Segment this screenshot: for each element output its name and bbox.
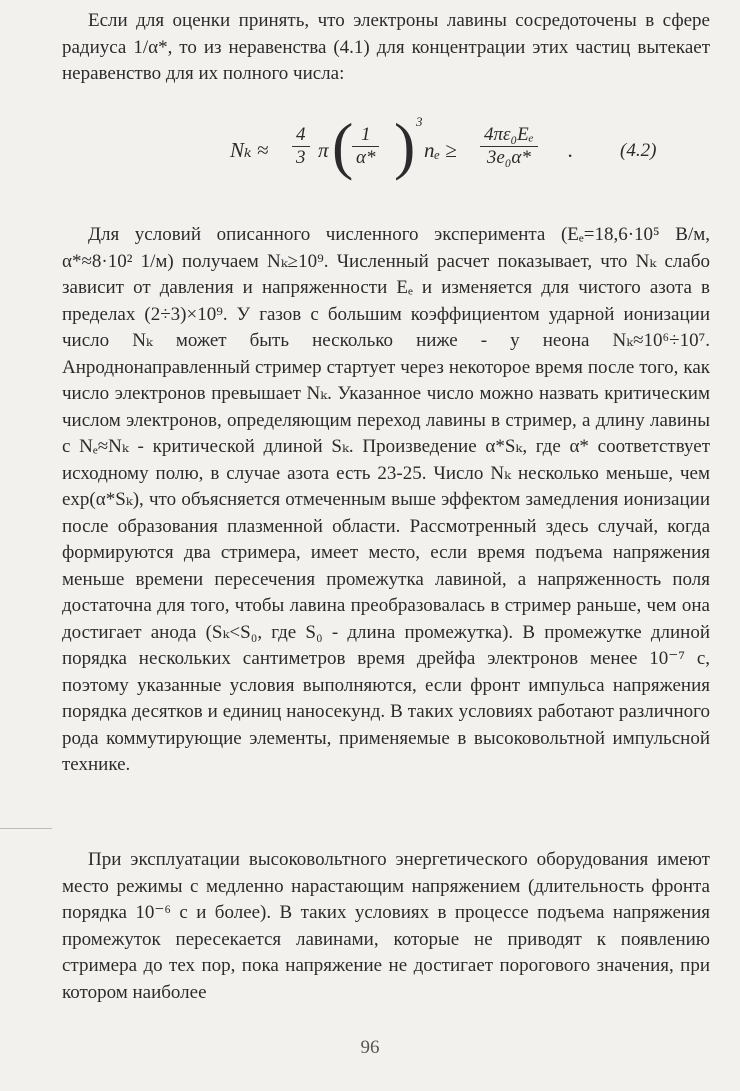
paragraph-closing	[62, 847, 710, 1006]
fraction-field	[480, 124, 538, 169]
equation-number: (4.2)	[620, 140, 657, 161]
fraction-numerator: 1	[352, 124, 379, 147]
equation-lhs: Nₖ ≈	[230, 138, 269, 162]
fraction-denominator: 3e₀α*	[486, 147, 531, 168]
paragraph-main	[62, 222, 710, 779]
fraction-numerator: 4πε₀Eₑ	[480, 124, 538, 147]
fraction-numerator: 4	[292, 124, 310, 147]
ne-term: nₑ ≥	[424, 138, 457, 162]
paragraph-3: При эксплуатации высоковольтного энергетического оборудования имеют место режимы с медленно нарастающим напряжением (длительность фронта порядка 10⁻⁶ с и более). В таких условиях в процессе подъема напряжения промежуток пересекается лавинами, которые не приводят к появлению стримера до тех пор, пока напряжение не достигает порогового значения, при котором наиболее	[62, 849, 710, 1003]
equation-body	[62, 110, 710, 210]
left-paren-icon: (	[332, 110, 354, 181]
pi-symbol: π	[318, 138, 329, 162]
paragraph-intro	[62, 8, 710, 88]
equation-period: .	[568, 138, 574, 162]
page-number: 96	[360, 1037, 380, 1058]
margin-mark	[0, 828, 52, 829]
equation-4-2	[62, 110, 710, 210]
fraction-4-3	[292, 124, 310, 169]
right-paren-icon: )	[394, 110, 416, 181]
fraction-denominator: α*	[356, 147, 376, 168]
fraction-denominator: 3	[296, 147, 306, 168]
paragraph-2: Для условий описанного численного эксперимента (Eₑ=18,6·10⁵ В/м, α*≈8·10² 1/м) получаем Nₖ≥10⁹. Численный расчет показывает, что Nₖ слабо зависит от давления и напряженности Eₑ и изменяется для чистого азота в пределах (2÷3)×10⁹. У газов с большим коэффициентом ударной ионизации число Nₖ может быть несколько ниже - у неона Nₖ≈10⁶÷10⁷. Анроднонаправленный стример стартует через некоторое время после того, как число электронов превышает Nₖ. Указанное число можно назвать критическим числом электронов, определяющим переход лавины в стример, а длину лавины с Nₑ≈Nₖ - критической длиной Sₖ. Произведение α*Sₖ, где α* соответствует исходному полю, в случае азота есть 23-25. Число Nₖ несколько меньше, чем exp(α*Sₖ), что объясняется отмеченным выше эффектом замедления ионизации после образования плазменной области. Рассмотренный здесь случай, когда формируются два стримера, имеет место, если время подъема напряжения меньше времени пересечения промежутка лавиной, а напряженность поля достаточна для того, чтобы лавина преобразовалась в стример раньше, чем она достигает анода (Sₖ<S₀, где S₀ - длина промежутка). В промежутке длиной порядка нескольких сантиметров время дрейфа электронов менее 10⁻⁷ с, поэтому указанные условия выполняются, если фронт импульса напряжения порядка десятков и единиц наносекунд. В таких условиях работают различного рода коммутирующие элементы, применяемые в высоковольтной импульсной технике.	[62, 224, 710, 775]
fraction-1-alpha	[352, 124, 379, 169]
exponent: 3	[416, 114, 423, 129]
paragraph-1: Если для оценки принять, что электроны лавины сосредоточены в сфере радиуса 1/α*, то из неравенства (4.1) для концентрации этих частиц вытекает неравенство для их полного числа:	[62, 10, 710, 84]
